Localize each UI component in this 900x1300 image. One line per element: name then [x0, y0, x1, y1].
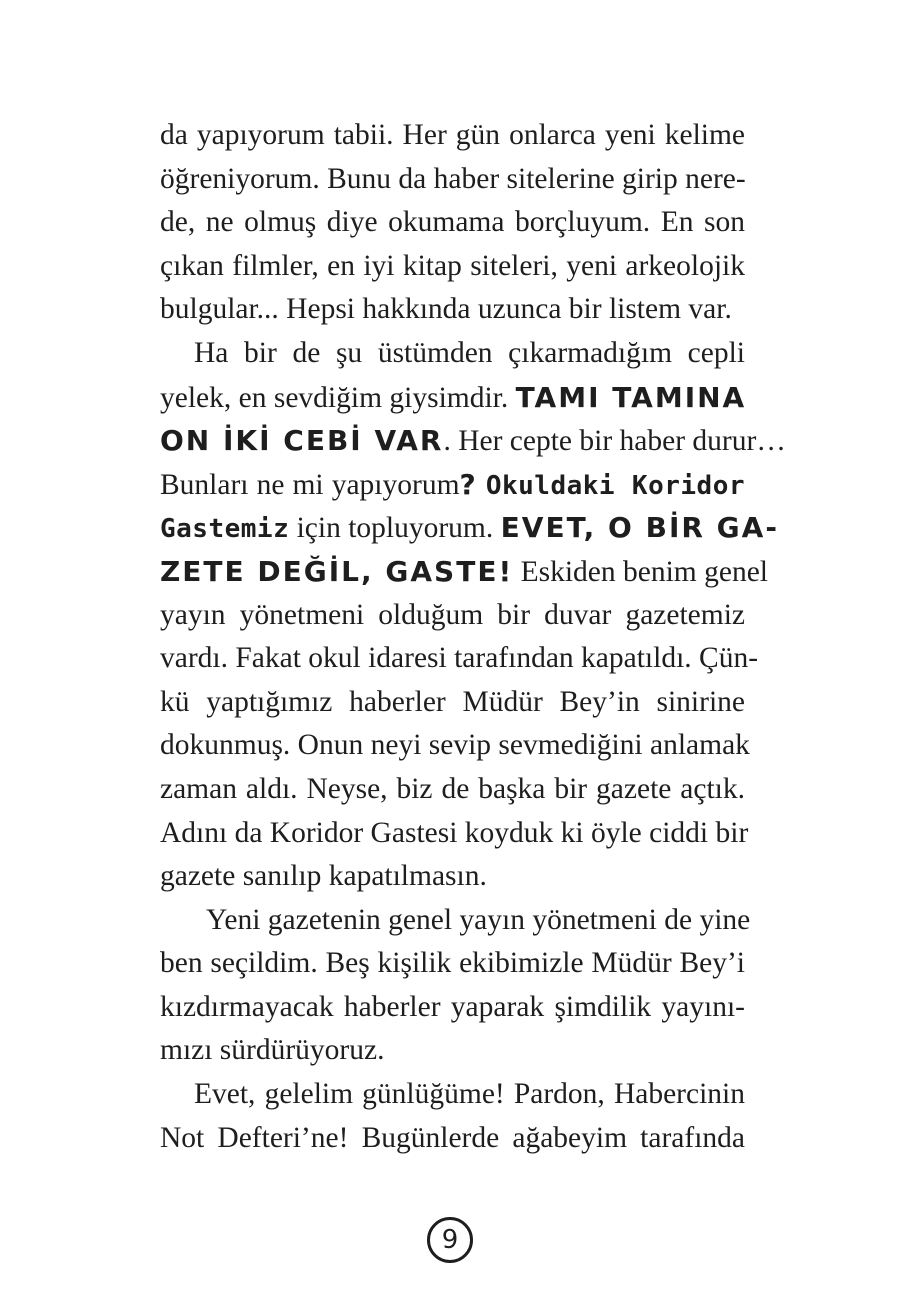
text-line: gazete sanılıp kapatılmasın. — [160, 860, 487, 893]
handwritten-text: Okuldaki Koridor — [485, 470, 745, 501]
text-run: için topluyorum. — [296, 512, 494, 545]
page-number: 9 — [441, 1225, 459, 1255]
text-line: Evet, gelelim günlüğüme! Pardon, Habercinin — [194, 1078, 745, 1111]
text-line: yayın yönetmeni olduğum bir duvar gazetemiz — [160, 598, 745, 631]
text-line: zaman aldı. Neyse, biz de başka bir gazete açtık. — [160, 772, 745, 805]
text-line: de, ne olmuş diye okumama borçluyum. En son — [160, 206, 745, 239]
text-line: çıkan filmler, en iyi kitap siteleri, yeni arkeolojik — [160, 249, 745, 282]
text-line: bulgular... Hepsi hakkında uzunca bir listem var. — [160, 293, 732, 326]
text-run: Eskiden benim genel — [520, 555, 769, 588]
text-line: Not Defteri’ne! Bugünlerde ağabeyim tarafında — [160, 1121, 745, 1154]
text-line: mızı sürdürüyoruz. — [160, 1034, 385, 1067]
text-run: yelek, en sevdiğim giysimdir. — [160, 381, 509, 414]
text-line — [160, 463, 745, 507]
page-number-badge — [427, 1217, 473, 1263]
text-line: Yeni gazetenin genel yayın yönetmeni de yine — [206, 903, 751, 936]
text-line: kızdırmayacak haberler yaparak şimdilik yayını- — [160, 990, 745, 1023]
text-run: . Her cepte bir haber durur… — [443, 425, 786, 458]
text-line: Adını da Koridor Gastesi koyduk ki öyle ciddi bir — [160, 816, 749, 849]
text-line: vardı. Fakat okul idaresi tarafından kapatıldı. Çün- — [160, 642, 759, 675]
handwritten-text: EVET, O BİR GA- — [500, 511, 779, 545]
text-line — [160, 550, 769, 594]
text-line: ben seçildim. Beş kişilik ekibimizle Müdür Bey’i — [160, 947, 745, 980]
text-line: da yapıyorum tabii. Her gün onlarca yeni kelime — [160, 119, 745, 151]
handwritten-text: ON İKİ CEBİ VAR — [160, 424, 444, 458]
text-line — [160, 376, 745, 420]
text-line — [160, 506, 779, 550]
handwritten-question-mark: ? — [459, 467, 478, 501]
text-line: öğreniyorum. Bunu da haber sitelerine girip nere- — [160, 162, 746, 195]
text-line: kü yaptığımız haberler Müdür Bey’in sinirine — [160, 685, 745, 718]
text-run: Bunları ne mi yapıyorum — [160, 468, 460, 501]
body-text — [160, 114, 786, 1160]
handwritten-text: Gastemiz — [160, 514, 290, 545]
text-line: dokunmuş. Onun neyi sevip sevmediğini anlamak — [160, 729, 750, 762]
handwritten-text: ZETE DEĞİL, GASTE! — [160, 554, 514, 588]
text-line: Ha bir de şu üstümden çıkarmadığım cepli — [194, 336, 745, 369]
handwritten-text: TAMI TAMINA — [515, 380, 747, 414]
text-line — [160, 419, 786, 463]
